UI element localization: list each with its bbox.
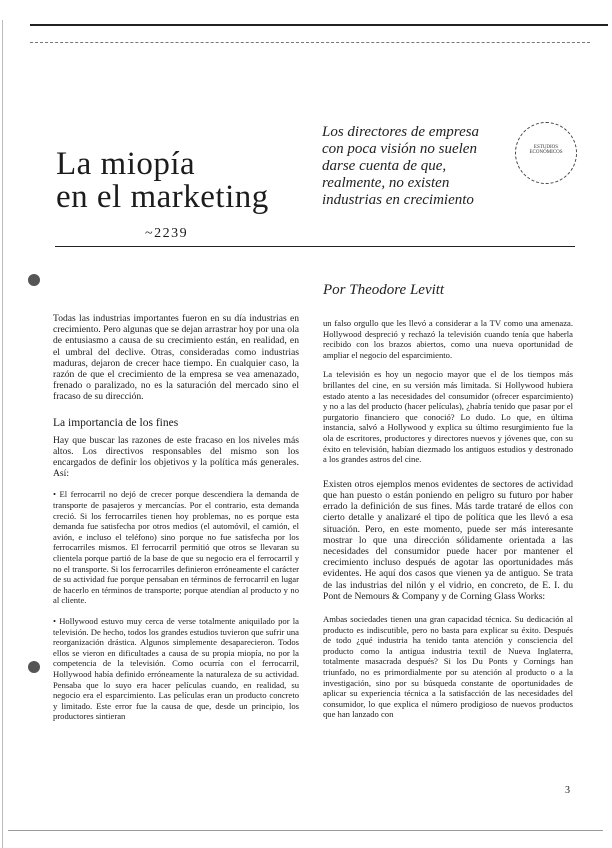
- subtitle-block: [322, 124, 522, 209]
- section-heading: La importancia de los fines: [53, 416, 179, 429]
- top-dash-line: [30, 42, 590, 43]
- bottom-border-line: [8, 830, 603, 831]
- body-paragraph: Ambas sociedades tienen una gran capacidad técnica. Su dedicación al producto es indiscutible, pero no basta para explicar su éxito. Después de todo ¿qué industria ha tenido tanta atención y consciencia del producto como la antigua industria textil de Nueva Inglaterra, totalmente masacrada después? Si los Du Ponts y Cornings han triunfado, no es primordialmente por su atención al producto o a la investigación, sino por su búsqueda constante de oportunidades de aplicar su experiencia técnica a la satisfacción de las necesidades del consumidor, lo que explica el número prodigioso de nuevos productos que han lanzado con: [323, 613, 573, 720]
- article-title-line2: en el marketing: [56, 179, 269, 215]
- left-column: [53, 313, 299, 722]
- body-paragraph: Hay que buscar las razones de este fracaso en los niveles más altos. Los directivos responsables del mismo son los encargados de definir los objetivos y la política más generales. Así:: [53, 434, 299, 480]
- bullet-hollywood: • Hollywood estuvo muy cerca de verse totalmente aniquilado por la televisión. De hecho, todos los grandes estudios tuvieron que sufrir una reorganización drástica. Algunos simplemente desaparecieron. Todos ellos se vieron en dificultades a causa de su propia miopía, no por la competencia de la televisión. Como ocurría con el ferrocarril, Hollywood había definido erróneamente la naturaleza de su actividad. Pensaba que lo suyo era hacer películas cuando, en realidad, su negocio era el esparcimiento. Las películas eran un producto concreto y limitado. Este error fue la causa de que, desde un principio, los productores sintieran: [53, 615, 299, 722]
- subtitle-line: darse cuenta de que,: [322, 158, 447, 174]
- article-title-line1: La miopía: [56, 146, 196, 182]
- left-edge-line: [2, 20, 3, 848]
- top-border-line: [30, 24, 608, 26]
- document-code: ~2239: [145, 226, 189, 241]
- binder-hole-icon: [28, 274, 40, 286]
- page-number: 3: [565, 785, 570, 796]
- subtitle-line: Los directores de empresa: [322, 124, 480, 140]
- bullet-railroad: • El ferrocarril no dejó de crecer porque descendiera la demanda de transporte de pasajeros y mercancías. Por el contrario, esta demanda creció. Si los ferrocarriles tienen hoy problemas, no es porque esta demanda fue satisfecha por otros medios (el automóvil, el camión, el avión, e incluso el teléfono) sino porque no fue satisfecha por los ferrocarriles mismos. El ferrocarril permitió que otros se llevaran su clientela porque partió de la base de que su negocio era el ferrocarril y no el transporte. Si los ferrocarriles definieron erróneamente el carácter de su actividad fue porque pensaban en términos de ferrocarril en lugar de hacerlo en términos de transporte; porque atendían al producto y no al cliente.: [53, 489, 299, 606]
- body-paragraph: Existen otros ejemplos menos evidentes de sectores de actividad que han puesto o están poniendo en peligro su futuro por haber errado la definición de sus fines. Más tarde trataré de ellos con cierto detalle y analizaré el tipo de política que les llevó a esa situación. Pero, en este momento, puede ser más interesante mostrar lo que una dirección sólidamente orientada a las necesidades del consumidor puede hacer por mantener el crecimiento incluso después de agotar las oportunidades más evidentes. He aquí dos casos que vienen ya de antiguo. Se trata de las industrias del nilón y el vidrio, en concreto, de E. I. du Pont de Nemours & Company y de Corning Glass Works:: [323, 478, 573, 602]
- title-separator-line: [55, 246, 575, 247]
- subtitle-line: realmente, no existen: [322, 175, 450, 191]
- body-paragraph: La televisión es hoy un negocio mayor que el de los tiempos más brillantes del cine, en su versión más limitada. Si Hollywood hubiera estado atento a las necesidades del consumidor (ofrecer esparcimiento) y no a las del producto (hacer películas), ¿habría tenido que pasar por el purgatorio financiero que conoció? Lo dudo. Lo que, en última instancia, salvó a Hollywood y explica su último resurgimiento fue la ola de escritores, productores y directores nuevos y jóvenes que, con su éxito en televisión, habían diezmado los antiguos estudios y destronado a los grandes astros del cine.: [323, 369, 573, 465]
- subtitle-line: con poca visión no suelen: [322, 141, 477, 157]
- author-byline: Por Theodore Levitt: [323, 282, 445, 298]
- intro-paragraph: Todas las industrias importantes fueron en su día industrias en crecimiento. Pero algunas que se dejan arrastrar hoy por una ola de entusiasmo a causa de su crecimiento están, en realidad, en el umbral del declive. Otras, consideradas como industrias maduras, dejaron de crecer hace tiempo. En cualquier caso, la razón de que el crecimiento de la empresa se vea amenazado, frenado o paralizado, no es la saturación del mercado sino el fracaso de su dirección.: [53, 313, 299, 403]
- library-stamp: [515, 122, 577, 184]
- right-column: [323, 318, 573, 720]
- binder-hole-icon: [28, 661, 40, 673]
- stamp-text: ESTUDIOS ECONÓMICOS: [529, 145, 563, 155]
- subtitle-line: industrias en crecimiento: [322, 192, 474, 208]
- body-paragraph: un falso orgullo que les llevó a considerar a la TV como una amenaza. Hollywood despreció y rechazó la televisión cuando tenía que haberla recibido con los brazos abiertos, como una nueva oportunidad de ampliar el negocio del esparcimiento.: [323, 318, 573, 360]
